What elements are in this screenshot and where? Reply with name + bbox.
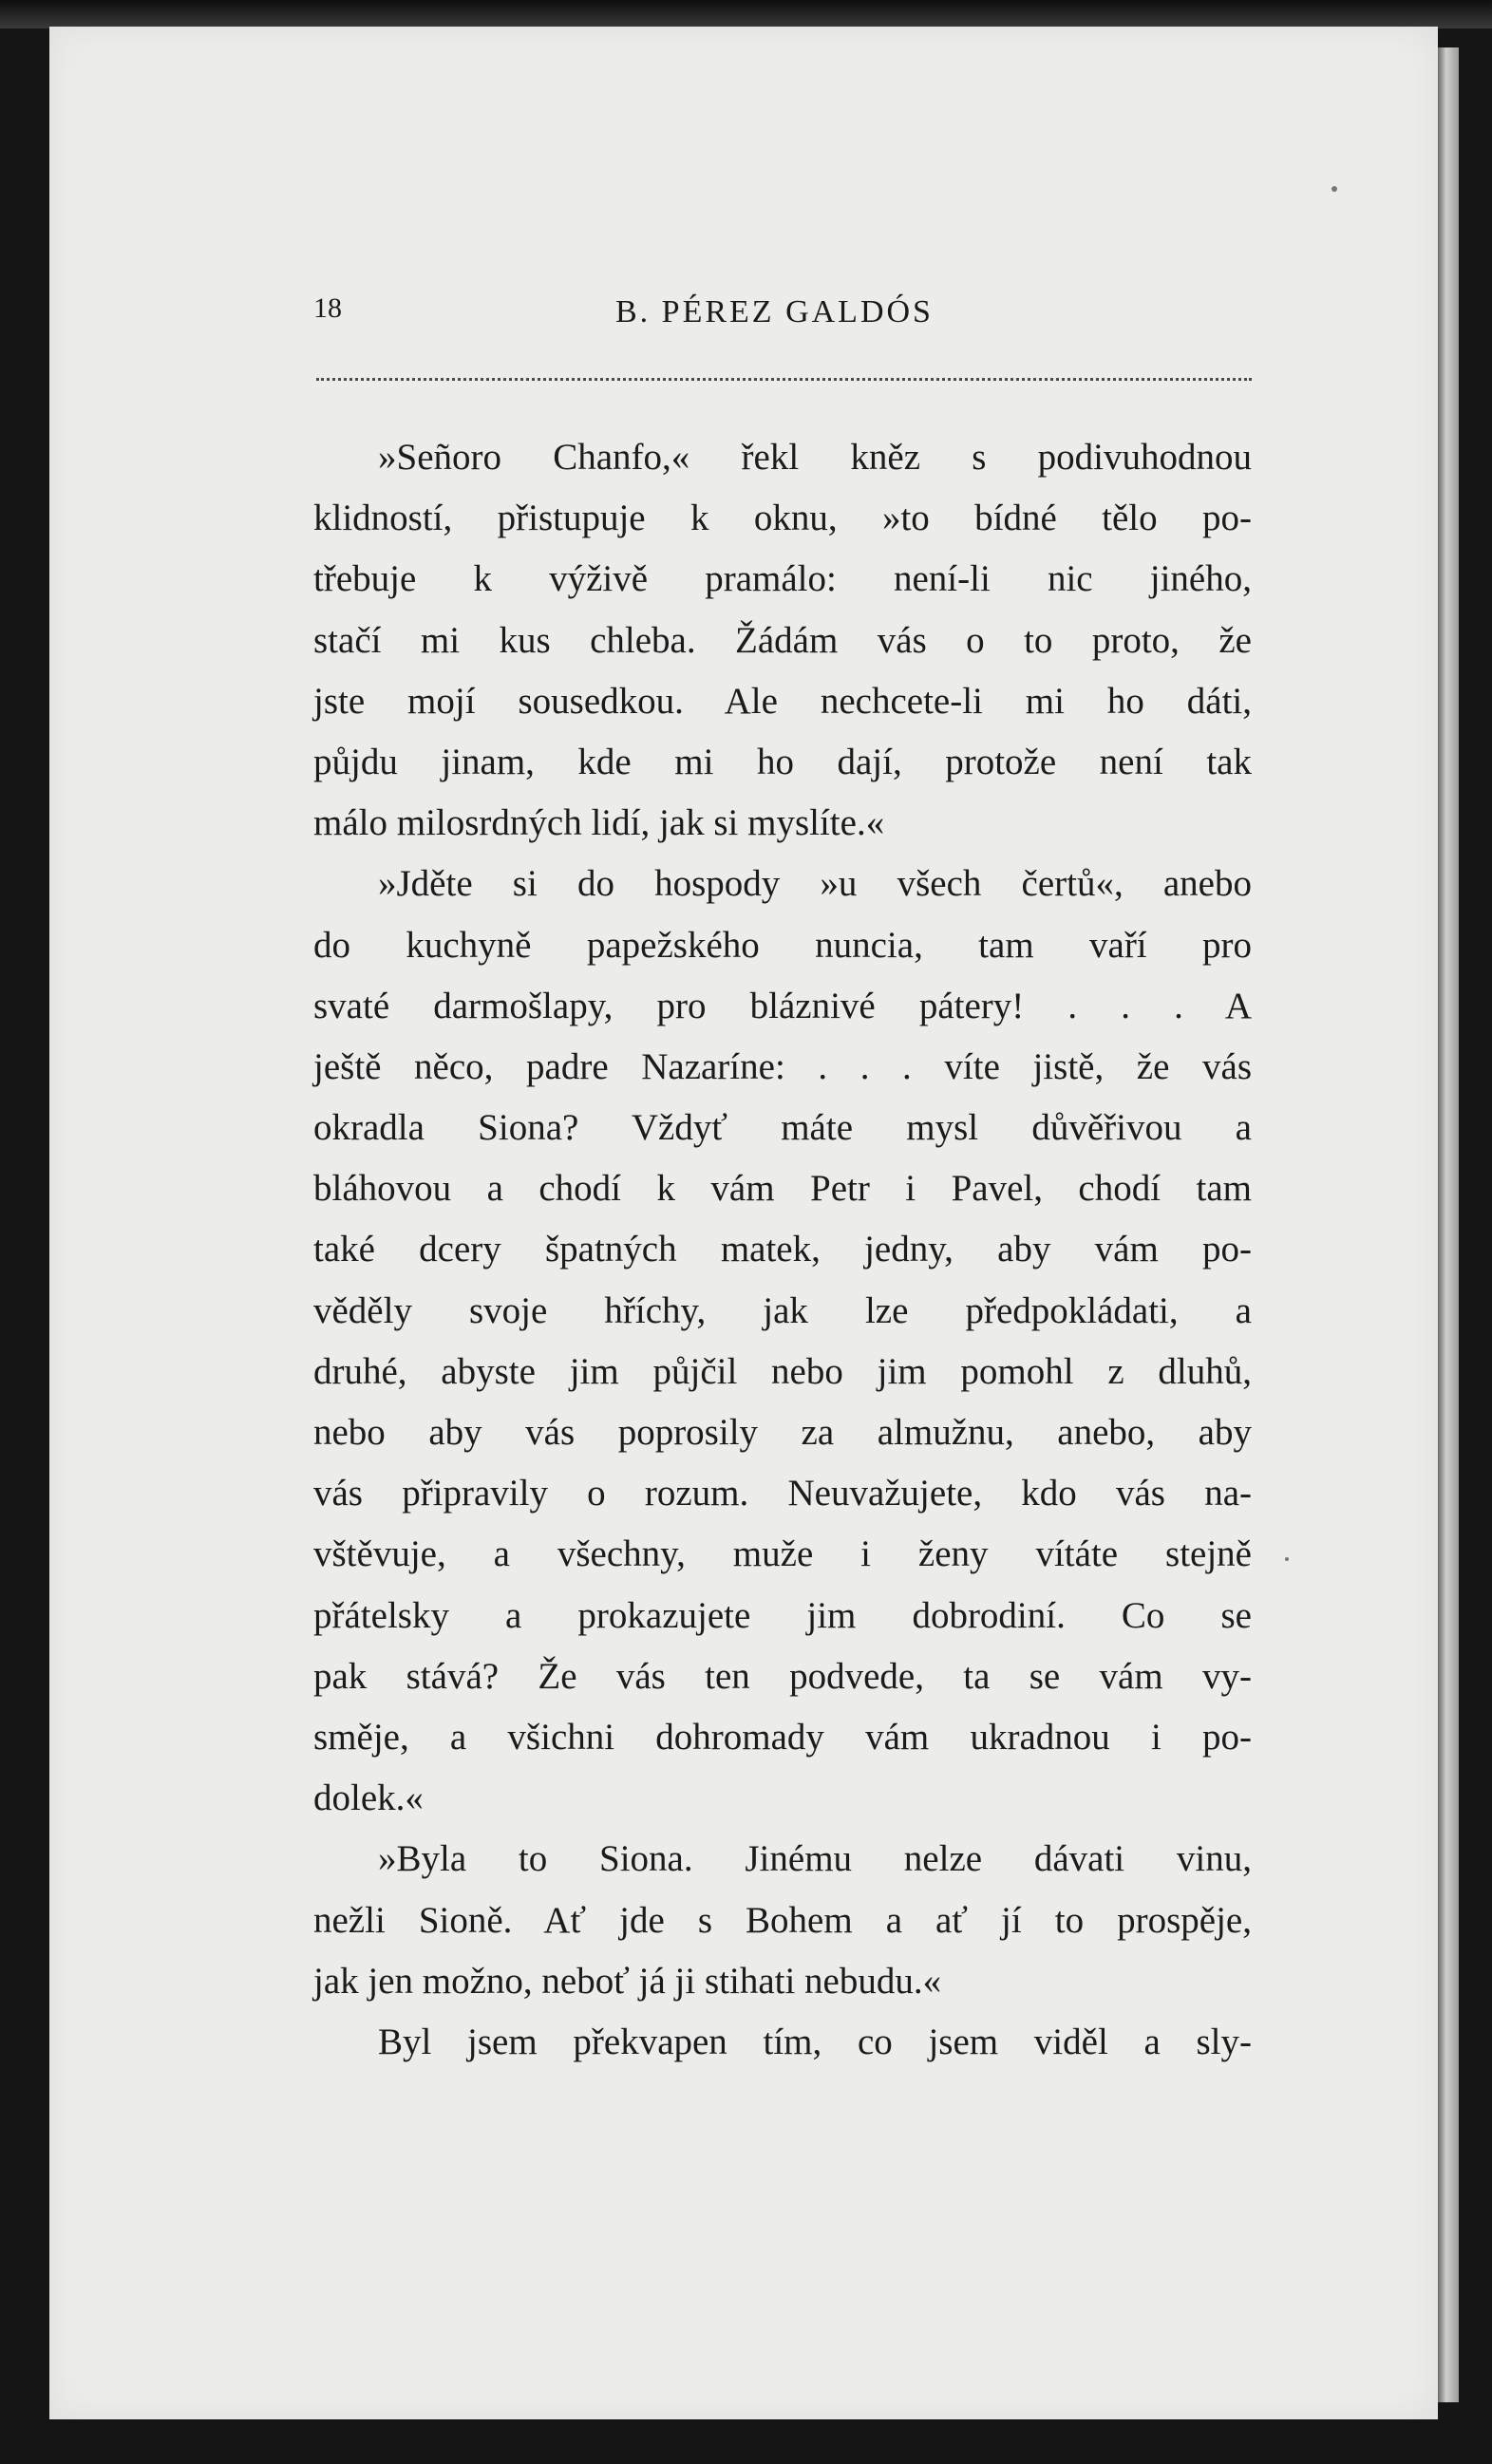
page-header (313, 283, 1263, 349)
text-line: »Jděte si do hospody »u všech čertů«, anebo (378, 863, 1252, 905)
text-line: do kuchyně papežského nuncia, tam vaří pro (313, 924, 1252, 966)
text-line: věděly svoje hříchy, jak lze předpokládati, a (313, 1289, 1252, 1331)
top-dark-margin (0, 0, 1492, 28)
text-line: pak stává? Že vás ten podvede, ta se vám vy- (313, 1655, 1252, 1697)
text-line: málo milosrdných lidí, jak si myslíte.« (313, 802, 885, 844)
bottom-dark-margin (0, 2419, 1492, 2464)
text-line: nebo aby vás poprosily za almužnu, anebo, aby (313, 1412, 1252, 1453)
text-line: třebuje k výživě pramálo: není-li nic jiného, (313, 558, 1252, 600)
text-line: směje, a všichni dohromady vám ukradnou i po- (313, 1716, 1252, 1758)
text-line: stačí mi kus chleba. Žádám vás o to proto, že (313, 619, 1252, 661)
text-line: druhé, abyste jim půjčil nebo jim pomohl z dluhů, (313, 1350, 1252, 1392)
text-line: vštěvuje, a všechny, muže i ženy vítáte stejně (313, 1533, 1252, 1575)
page-number: 18 (313, 292, 342, 324)
scan-speck (1285, 1557, 1289, 1561)
scan-speck (1331, 186, 1337, 192)
text-line: ještě něco, padre Nazaríne: . . . víte jistě, že vás (313, 1045, 1252, 1087)
page-edge-shadow (1438, 47, 1459, 2402)
text-line: vás připravily o rozum. Neuvažujete, kdo vás na- (313, 1473, 1252, 1514)
running-head: B. PÉREZ GALDÓS (615, 294, 934, 329)
text-line: »Byla to Siona. Jinému nelze dávati vinu, (378, 1838, 1252, 1880)
body-text (313, 427, 1252, 2073)
text-line: jste mojí sousedkou. Ale nechcete-li mi ho dáti, (313, 680, 1252, 722)
text-line: přátelsky a prokazujete jim dobrodiní. Co se (313, 1594, 1252, 1636)
text-line: bláhovou a chodí k vám Petr i Pavel, chodí tam (313, 1168, 1252, 1210)
text-line: »Señoro Chanfo,« řekl kněz s podivuhodnou (378, 437, 1252, 478)
text-line: okradla Siona? Vždyť máte mysl důvěřivou a (313, 1107, 1252, 1149)
text-line: klidností, přistupuje k oknu, »to bídné tělo po- (313, 498, 1252, 539)
text-line: svaté darmošlapy, pro bláznivé pátery! . . . A (313, 985, 1252, 1026)
text-line: dolek.« (313, 1777, 424, 1819)
header-dotted-rule (316, 378, 1252, 381)
text-line: také dcery špatných matek, jedny, aby vám po- (313, 1229, 1252, 1270)
text-line: nežli Sioně. Ať jde s Bohem a ať jí to prospěje, (313, 1899, 1252, 1941)
text-line: Byl jsem překvapen tím, co jsem viděl a sly- (378, 2021, 1252, 2062)
text-line: půjdu jinam, kde mi ho dají, protože není tak (313, 741, 1252, 782)
text-line: jak jen možno, neboť já ji stihati nebudu.« (313, 1960, 942, 2002)
